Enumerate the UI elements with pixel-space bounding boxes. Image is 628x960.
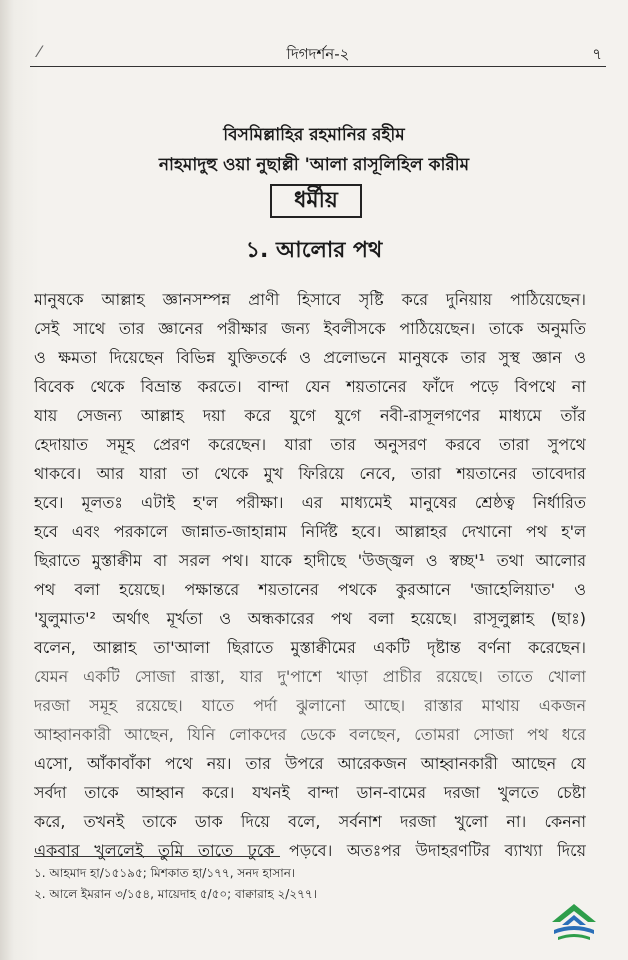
text-line: হবে। মূলতঃ এটাই হ'ল পরীক্ষা। এর মাধ্যমেই মানুষের শ্রেষ্ঠত্ব নির্ধারিত <box>34 493 586 512</box>
text-line: পথ বলা হয়েছে। পক্ষান্তরে শয়তানের পথকে কুরআনে 'জাহেলিয়াত' ও <box>34 580 586 599</box>
running-header <box>30 40 606 67</box>
margin-mark: ⁄ <box>38 42 41 61</box>
publisher-emblem-icon <box>548 902 600 944</box>
text-line: বিবেক থেকে বিভ্রান্ত করতে। বান্দা যেন শয়তানের ফাঁদে পড়ে বিপথে না <box>34 377 586 396</box>
text-line: বলেন, আল্লাহ তা'আলা ছিরাতে মুস্তাক্বীমের একটি দৃষ্টান্ত বর্ণনা করেছেন। <box>34 638 586 657</box>
footnote: ২. আলে ইমরান ৩/১৫৪, মায়েদাহ ৫/৫০; বাক্বারাহ ২/২৭৭। <box>34 887 318 901</box>
text-line: হেদায়াত সমূহ প্রেরণ করেছেন। যারা তার অনুসরণ করবে তারা সুপথে <box>34 435 586 454</box>
running-title: দিগদর্শন-২ <box>286 45 350 63</box>
text-line: একবার খুললেই তুমি তাতে ঢুকে পড়বে। অতঃপর উদাহরণটির ব্যাখ্যা দিয়ে <box>34 841 586 860</box>
text-line: দরজা সমূহ রয়েছে। যাতে পর্দা ঝুলানো আছে। রাস্তার মাথায় একজন <box>34 696 586 715</box>
footnotes <box>34 863 586 905</box>
basmala: বিসমিল্লাহির রহমানির রহীম <box>223 125 405 145</box>
text-line: এসো, আঁকাবাঁকা পথে নয়। তার উপরে আরেকজন আহ্বানকারী আছেন যে <box>34 754 586 773</box>
text-line: 'যুলুমাত'² অর্থাৎ মূর্খতা ও অন্ধকারের পথ বলা হয়েছে। রাসূলুল্লাহ (ছাঃ) <box>34 609 586 628</box>
text-line: মানুষকে আল্লাহ জ্ঞানসম্পন্ন প্রাণী হিসাবে সৃষ্টি করে দুনিয়ায় পাঠিয়েছেন। <box>34 290 586 309</box>
footnote-rule <box>34 856 280 857</box>
text-line: যায় সেজন্য আল্লাহ দয়া করে যুগে যুগে নবী-রাসূলগণের মাধ্যমে তাঁর <box>34 406 586 425</box>
footnote: ১. আহমাদ হা/১৫১৯৫; মিশকাত হা/১৭৭, সনদ হাসান। <box>34 866 296 880</box>
text-line: ছিরাতে মুস্তাক্বীম বা সরল পথ। যাকে হাদীছে 'উজ্জ্বল ও স্বচ্ছ'¹ তথা আলোর <box>34 551 586 570</box>
text-line: সর্বদা তাকে আহ্বান করে। যখনই বান্দা ডান-বামের দরজা খুলতে চেষ্টা <box>34 783 586 802</box>
text-line: যেমন একটি সোজা রাস্তা, যার দু'পাশে খাড়া প্রাচীর রয়েছে। তাতে খোলা <box>34 667 586 686</box>
page-number: ৭ <box>592 45 602 63</box>
text-line: থাকবে। আর যারা তা থেকে মুখ ফিরিয়ে নেবে, তারা শয়তানের তাবেদার <box>34 464 586 483</box>
text-line: ও ক্ষমতা দিয়েছেন বিভিন্ন যুক্তিতর্কে ও প্রলোভনে মানুষকে তার সুস্থ জ্ঞান ও <box>34 348 586 367</box>
body-text <box>34 285 586 865</box>
section-heading: ধর্মীয় <box>270 184 362 218</box>
chapter-title: ১. আলোর পথ <box>245 238 383 263</box>
text-line: করে, তখনই তাকে ডাক দিয়ে বলে, সর্বনাশ দরজা খুলো না। কেননা <box>34 812 586 831</box>
text-line: সেই সাথে তার জ্ঞানের পরীক্ষার জন্য ইবলীসকে পাঠিয়েছেন। তাকে অনুমতি <box>34 319 586 338</box>
text-line: আহ্বানকারী আছেন, যিনি লোকদের ডেকে বলছেন, তোমরা সোজা পথ ধরে <box>34 725 586 744</box>
text-line: হবে এবং পরকালে জান্নাত-জাহান্নাম নির্দিষ্ট হবে। আল্লাহর দেখানো পথ হ'ল <box>34 522 586 541</box>
salutation: নাহমাদুহু ওয়া নুছাল্লী 'আলা রাসূলিহিল কারীম <box>158 155 470 175</box>
